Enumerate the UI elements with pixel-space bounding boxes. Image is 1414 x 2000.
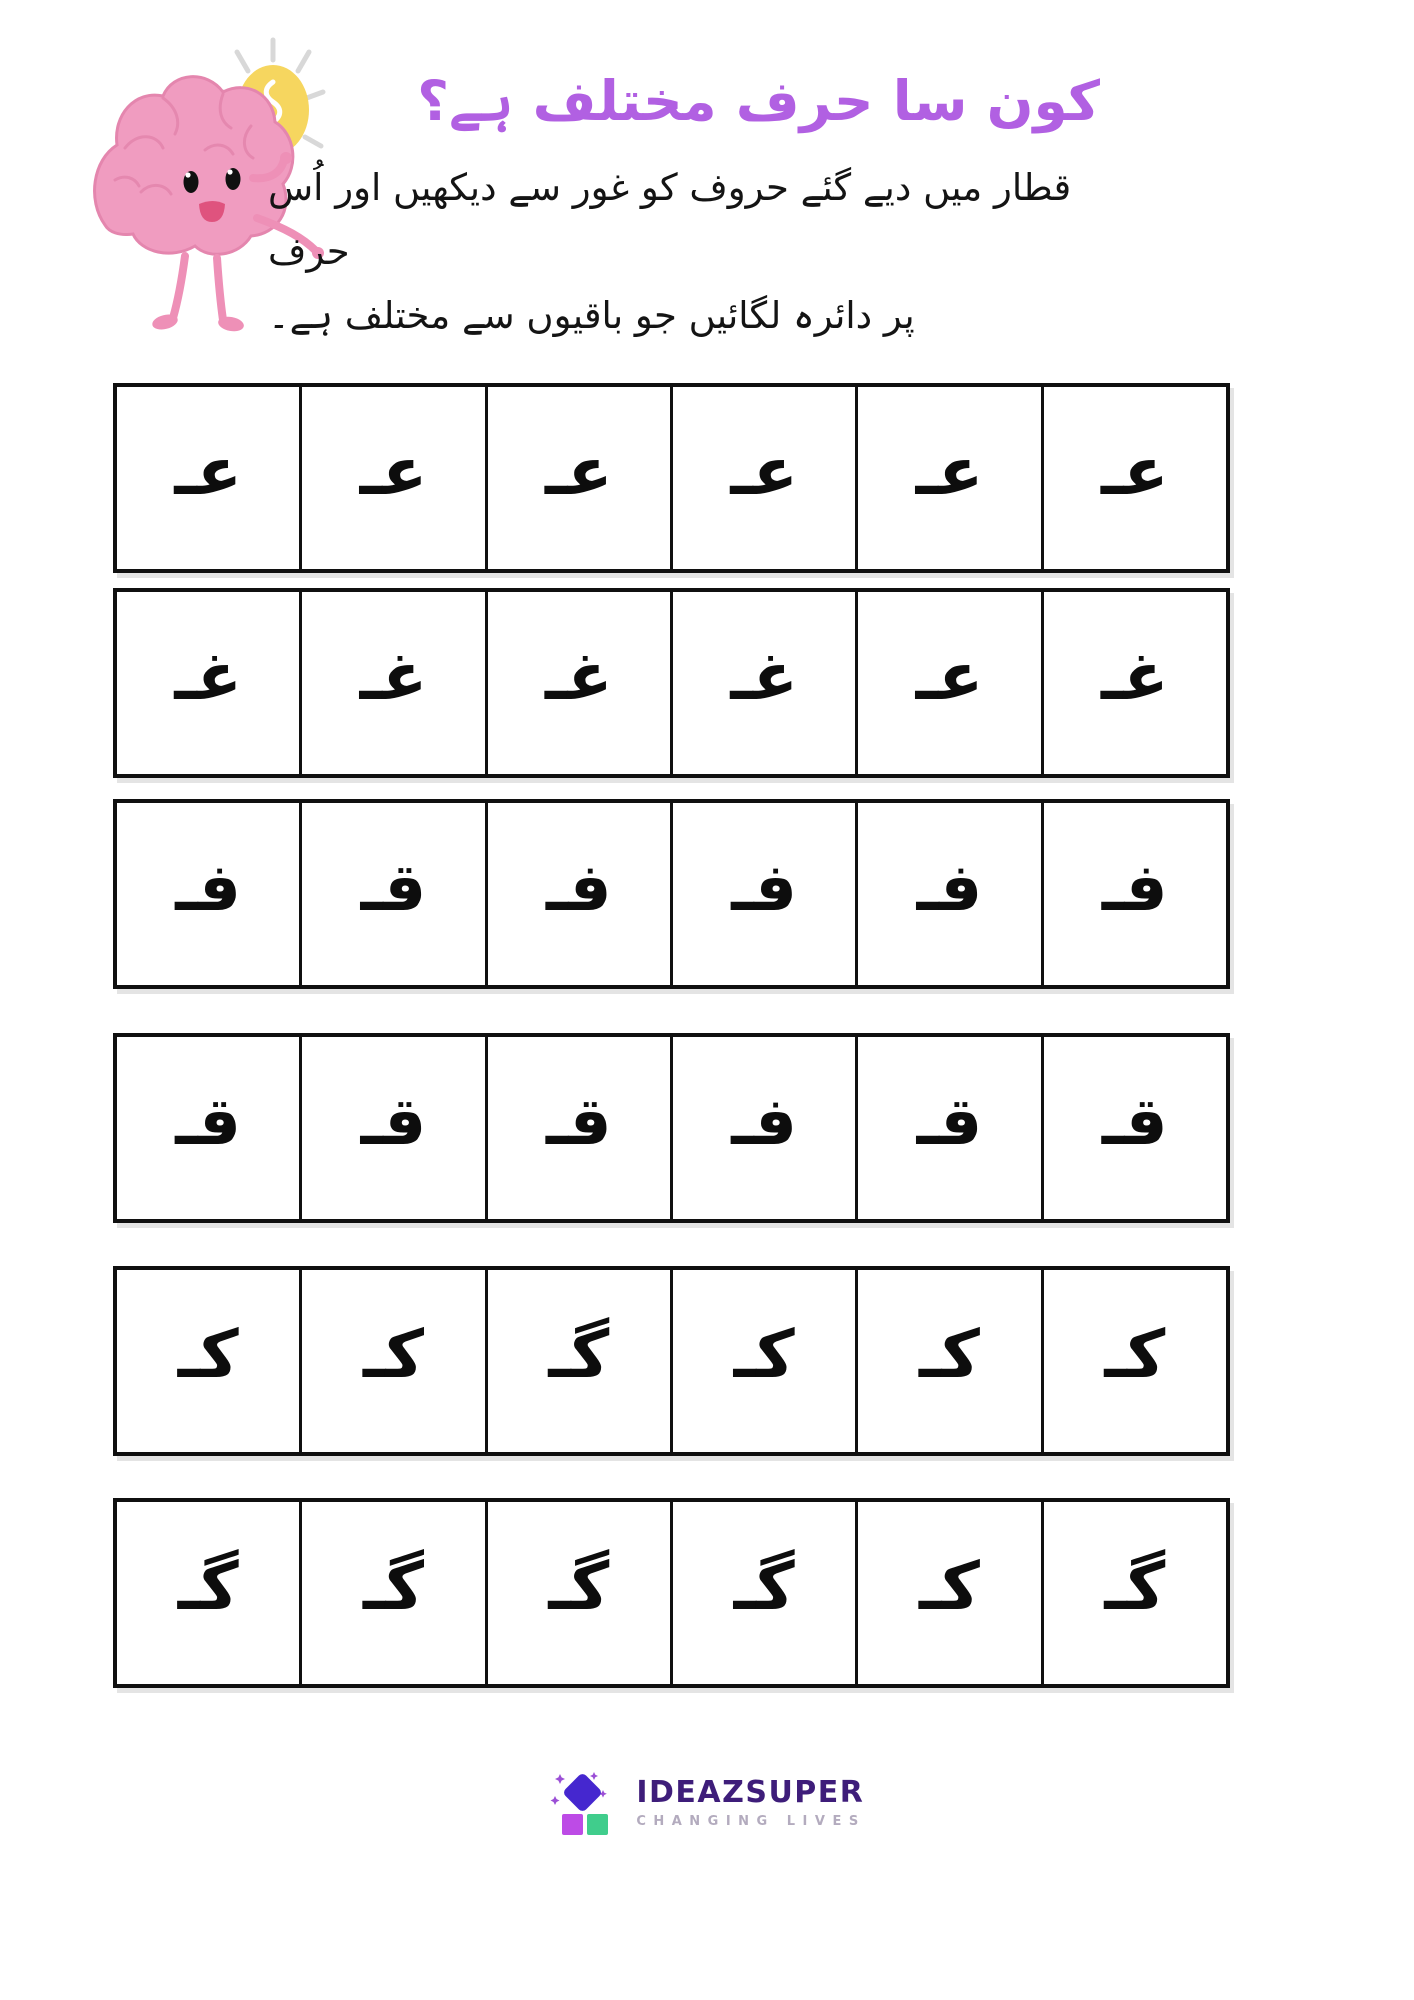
letter-cell[interactable]: عـ — [855, 592, 1040, 774]
logo-square-left — [562, 1814, 583, 1835]
worksheet-instructions — [268, 156, 1100, 348]
header-text-block — [268, 52, 1100, 348]
letter-cell[interactable]: فـ — [670, 803, 855, 985]
letter-cell[interactable]: فـ — [670, 1037, 855, 1219]
footer-brand — [0, 1768, 1414, 1838]
instruction-line-1: قطار میں دیے گئے حروف کو غور سے دیکھیں اور اُس حرف — [268, 166, 1072, 273]
letter-cell[interactable]: گـ — [670, 1502, 855, 1684]
letter-cell[interactable]: عـ — [855, 387, 1040, 569]
letter-row-6 — [113, 1498, 1230, 1688]
letter-row-2 — [113, 588, 1230, 778]
letter-cell[interactable]: کـ — [855, 1270, 1040, 1452]
letter-row-1 — [113, 383, 1230, 573]
letter-cell[interactable]: کـ — [855, 1502, 1040, 1684]
letter-cell[interactable]: قـ — [299, 1037, 484, 1219]
letter-cell[interactable]: قـ — [855, 1037, 1040, 1219]
logo-diamond — [562, 1772, 603, 1813]
ideazsuper-logo-icon — [548, 1768, 622, 1838]
brand-tagline: CHANGING LIVES — [636, 1814, 866, 1829]
letter-cell[interactable]: قـ — [175, 1082, 242, 1160]
letter-row-4 — [113, 1033, 1230, 1223]
brain-body — [95, 77, 293, 255]
logo-square-right — [587, 1814, 608, 1835]
letter-cell[interactable]: فـ — [855, 803, 1040, 985]
letter-cell[interactable]: عـ — [174, 432, 242, 510]
letter-cell[interactable]: قـ — [485, 1037, 670, 1219]
letter-cell[interactable]: فـ — [1041, 803, 1226, 985]
brand-name: IDEAZSUPER — [636, 1775, 865, 1810]
letter-cell[interactable]: عـ — [670, 387, 855, 569]
letter-cell[interactable]: غـ — [1041, 592, 1226, 774]
instruction-line-2: پر دائرہ لگائیں جو باقیوں سے مختلف ہے۔ — [268, 294, 915, 337]
letter-cell[interactable]: غـ — [670, 592, 855, 774]
letter-cell[interactable]: گـ — [299, 1502, 484, 1684]
worksheet-title: کون سا حرف مختلف ہے؟ — [417, 69, 1100, 133]
letter-cell[interactable]: گـ — [1041, 1502, 1226, 1684]
letter-row-3 — [113, 799, 1230, 989]
letter-cell[interactable]: غـ — [174, 637, 242, 715]
letter-cell[interactable]: گـ — [485, 1502, 670, 1684]
letter-cell[interactable]: عـ — [485, 387, 670, 569]
letter-cell[interactable]: گـ — [177, 1547, 239, 1625]
letter-cell[interactable]: غـ — [485, 592, 670, 774]
letter-cell[interactable]: عـ — [299, 387, 484, 569]
letter-cell[interactable]: قـ — [299, 803, 484, 985]
letter-cell[interactable]: فـ — [175, 848, 242, 926]
letter-cell[interactable]: گـ — [485, 1270, 670, 1452]
letter-cell[interactable]: غـ — [299, 592, 484, 774]
letter-cell[interactable]: قـ — [1041, 1037, 1226, 1219]
letter-cell[interactable]: کـ — [177, 1315, 239, 1393]
letter-cell[interactable]: کـ — [299, 1270, 484, 1452]
letter-cell[interactable]: کـ — [670, 1270, 855, 1452]
letter-cell[interactable]: فـ — [485, 803, 670, 985]
letter-row-5 — [113, 1266, 1230, 1456]
letter-cell[interactable]: کـ — [1041, 1270, 1226, 1452]
letter-cell[interactable]: عـ — [1041, 387, 1226, 569]
